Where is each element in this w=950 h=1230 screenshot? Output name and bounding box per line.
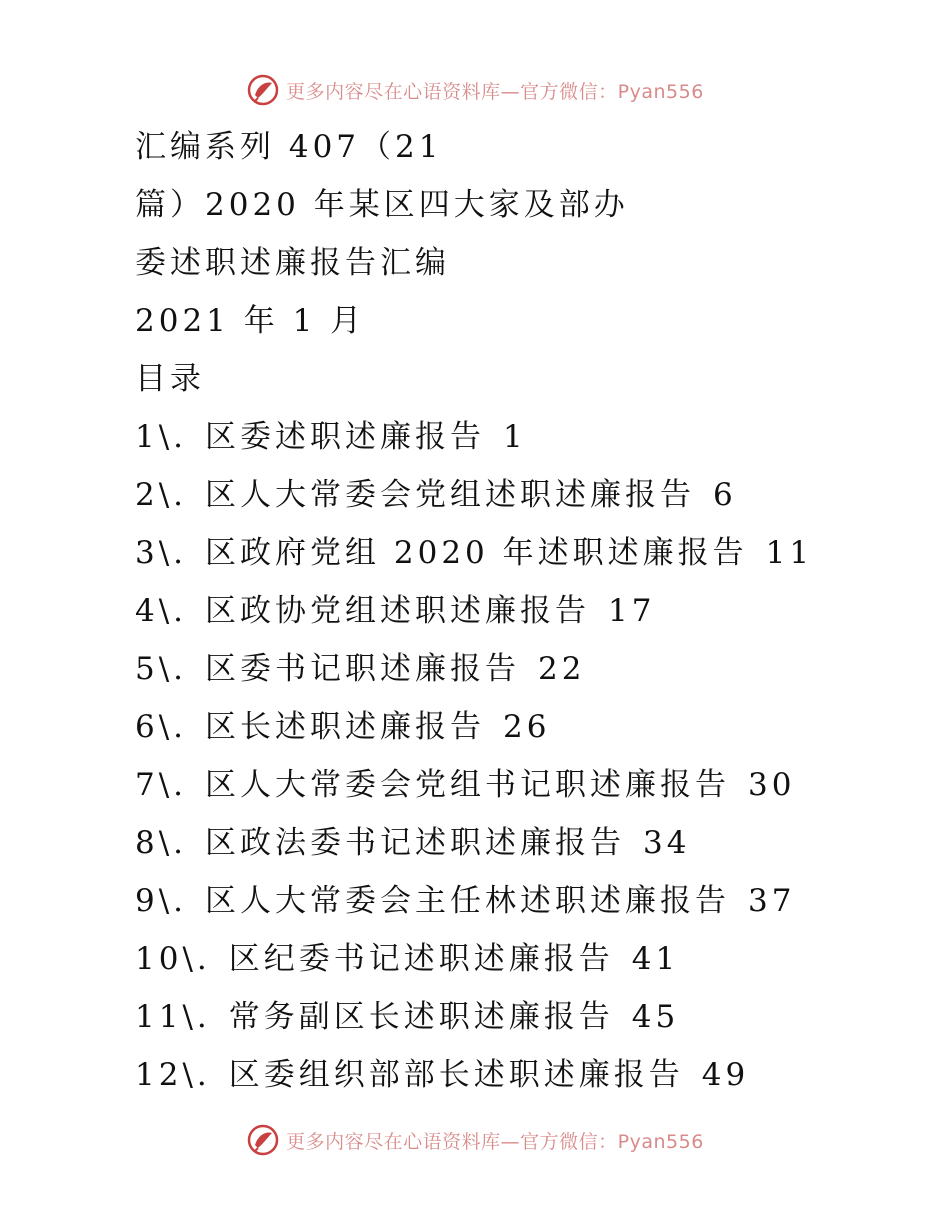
logo-icon: [246, 73, 280, 107]
toc-item-title: 区政协党组述职述廉报告: [205, 593, 591, 629]
toc-item-number: 5\.: [135, 651, 188, 687]
toc-item-number: 1\.: [135, 419, 188, 455]
toc-item-number: 3\.: [135, 535, 188, 571]
toc-item-number: 7\.: [135, 767, 188, 803]
toc-item-title: 区纪委书记述职述廉报告: [228, 941, 614, 977]
toc-item[interactable]: [135, 756, 915, 814]
toc-item[interactable]: [135, 640, 915, 698]
toc-item-title: 区人大常委会党组书记职述廉报告: [205, 767, 731, 803]
toc-item-title: 区政法委书记述职述廉报告: [205, 825, 626, 861]
toc-item-page: 1: [503, 419, 527, 455]
toc-item-number: 10\.: [135, 941, 211, 977]
toc-item-number: 2\.: [135, 477, 188, 513]
toc-item-number: 8\.: [135, 825, 188, 861]
toc-item[interactable]: [135, 930, 915, 988]
toc-item[interactable]: [135, 408, 915, 466]
toc-item-page: 6: [713, 477, 737, 513]
footer-watermark: [0, 1120, 950, 1160]
toc-item-page: 41: [631, 941, 680, 977]
toc-item-title: 区人大常委会主任林述职述廉报告: [205, 883, 731, 919]
toc-item-title: 区委书记职述廉报告: [205, 651, 521, 687]
toc-item-page: 30: [748, 767, 796, 803]
toc-item-number: 6\.: [135, 709, 188, 745]
toc-item-page: 49: [701, 1057, 750, 1093]
toc-item-page: 17: [608, 593, 656, 629]
header-watermark: [0, 70, 950, 110]
toc-item-number: 4\.: [135, 593, 188, 629]
toc-item-page: 26: [503, 709, 551, 745]
logo-icon: [246, 1123, 280, 1157]
toc-heading: 目录: [135, 361, 205, 397]
watermark-text: 更多内容尽在心语资料库—官方微信：Pyan556: [286, 80, 704, 103]
toc-item[interactable]: [135, 698, 915, 756]
toc-item[interactable]: [135, 582, 915, 640]
toc-item-number: 9\.: [135, 883, 188, 919]
toc-item-title: 区政府党组 2020 年述职述廉报告: [205, 535, 748, 571]
table-of-contents: [135, 408, 915, 1104]
toc-item-title: 区长述职述廉报告: [205, 709, 486, 745]
toc-item[interactable]: [135, 872, 915, 930]
toc-item[interactable]: [135, 988, 915, 1046]
toc-item[interactable]: [135, 524, 915, 582]
toc-item-page: 22: [538, 651, 586, 687]
watermark-text: 更多内容尽在心语资料库—官方微信：Pyan556: [286, 1130, 704, 1153]
title-line-3: 委述职述廉报告汇编: [135, 245, 450, 281]
toc-item-number: 12\.: [135, 1057, 211, 1093]
toc-item-title: 区委述职述廉报告: [205, 419, 486, 455]
date-line: 2021 年 1 月: [135, 303, 366, 339]
toc-item-title: 区委组织部部长述职述廉报告: [228, 1057, 684, 1093]
toc-item-page: 34: [643, 825, 691, 861]
toc-item-number: 11\.: [135, 999, 211, 1035]
title-line-2: 篇）2020 年某区四大家及部办: [135, 187, 629, 223]
toc-item-page: 11: [765, 535, 814, 571]
toc-item[interactable]: [135, 814, 915, 872]
toc-item[interactable]: [135, 1046, 915, 1104]
document-body: [135, 118, 915, 1104]
toc-item-page: 37: [748, 883, 796, 919]
toc-item[interactable]: [135, 466, 915, 524]
toc-item-title: 区人大常委会党组述职述廉报告: [205, 477, 696, 513]
title-line-1: 汇编系列 407（21: [135, 129, 443, 165]
toc-item-page: 45: [631, 999, 680, 1035]
toc-item-title: 常务副区长述职述廉报告: [228, 999, 614, 1035]
